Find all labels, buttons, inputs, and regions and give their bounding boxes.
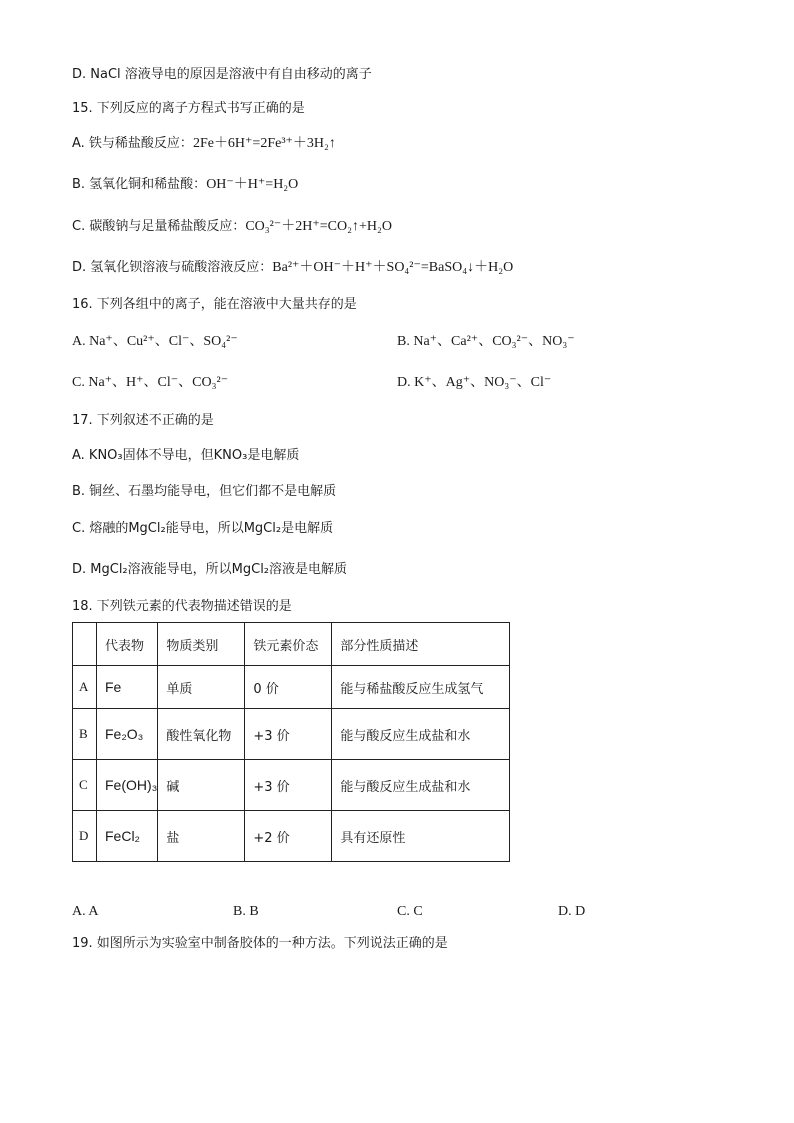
q15-option-a xyxy=(72,135,336,153)
table-cell: 碱 xyxy=(158,760,245,811)
q18-option-c: C. C xyxy=(397,904,423,919)
table-cell: B xyxy=(73,709,97,760)
table-cell: FeCl₂ xyxy=(97,811,158,862)
q18-option-b: B. B xyxy=(233,904,259,919)
table-cell: 能与稀盐酸反应生成氢气 xyxy=(332,666,510,709)
table-cell: Fe(OH)₃ xyxy=(97,760,158,811)
q17-option-a: A. KNO₃固体不导电，但KNO₃是电解质 xyxy=(72,448,300,463)
table-row xyxy=(73,811,510,862)
q15-c-equation: CO₃²⁻＋2H⁺=CO₂↑+H₂O xyxy=(245,219,392,234)
q18-stem: 18. 下列铁元素的代表物描述错误的是 xyxy=(72,599,292,614)
table-header-cell: 部分性质描述 xyxy=(332,623,510,666)
table-header-cell xyxy=(73,623,97,666)
q15-stem: 15. 下列反应的离子方程式书写正确的是 xyxy=(72,101,305,116)
table-cell: 具有还原性 xyxy=(332,811,510,862)
q15-d-equation: Ba²⁺＋OH⁻＋H⁺＋SO₄²⁻=BaSO₄↓＋H₂O xyxy=(272,260,514,275)
table-row xyxy=(73,666,510,709)
q19-stem: 19. 如图所示为实验室中制备胶体的一种方法。下列说法正确的是 xyxy=(72,936,448,951)
q15-b-equation: OH⁻＋H⁺=H₂O xyxy=(206,177,299,192)
q16-option-d: D. K⁺、Ag⁺、NO₃⁻、Cl⁻ xyxy=(397,375,552,390)
table-cell: D xyxy=(73,811,97,862)
q15-a-label: A. 铁与稀盐酸反应： xyxy=(72,136,193,151)
q16-option-a: A. Na⁺、Cu²⁺、Cl⁻、SO₄²⁻ xyxy=(72,334,238,349)
table-cell: Fe xyxy=(97,666,158,709)
iron-compounds-table xyxy=(72,622,510,862)
q17-stem: 17. 下列叙述不正确的是 xyxy=(72,413,214,428)
q17-option-c: C. 熔融的MgCl₂能导电，所以MgCl₂是电解质 xyxy=(72,521,334,536)
table-cell: 单质 xyxy=(158,666,245,709)
q15-option-b xyxy=(72,176,298,194)
table-header-cell: 代表物 xyxy=(97,623,158,666)
table-cell: A xyxy=(73,666,97,709)
q15-option-d xyxy=(72,259,513,277)
q15-option-c xyxy=(72,218,392,236)
q16-stem: 16. 下列各组中的离子，能在溶液中大量共存的是 xyxy=(72,297,357,312)
table-row xyxy=(73,709,510,760)
table-header-cell: 铁元素价态 xyxy=(245,623,332,666)
q15-b-label: B. 氢氧化铜和稀盐酸： xyxy=(72,177,207,192)
table-cell: +3 价 xyxy=(245,709,332,760)
q15-c-label: C. 碳酸钠与足量稀盐酸反应： xyxy=(72,219,246,234)
table-header-cell: 物质类别 xyxy=(158,623,245,666)
table-row xyxy=(73,760,510,811)
table-header-row xyxy=(73,623,510,666)
table-cell: 能与酸反应生成盐和水 xyxy=(332,760,510,811)
q18-option-a: A. A xyxy=(72,904,99,919)
table-cell: 盐 xyxy=(158,811,245,862)
table-cell: 酸性氧化物 xyxy=(158,709,245,760)
table-cell: +2 价 xyxy=(245,811,332,862)
table-cell: +3 价 xyxy=(245,760,332,811)
table-cell: 0 价 xyxy=(245,666,332,709)
q16-option-c: C. Na⁺、H⁺、Cl⁻、CO₃²⁻ xyxy=(72,375,229,390)
q17-option-b: B. 铜丝、石墨均能导电，但它们都不是电解质 xyxy=(72,484,337,499)
q15-d-label: D. 氢氧化钡溶液与硫酸溶液反应： xyxy=(72,260,273,275)
q17-option-d: D. MgCl₂溶液能导电，所以MgCl₂溶液是电解质 xyxy=(72,562,348,577)
table-cell: Fe₂O₃ xyxy=(97,709,158,760)
q15-a-equation: 2Fe＋6H⁺=2Fe³⁺＋3H₂↑ xyxy=(192,136,336,151)
q14-option-d: D. NaCl 溶液导电的原因是溶液中有自由移动的离子 xyxy=(72,67,372,82)
table-cell: 能与酸反应生成盐和水 xyxy=(332,709,510,760)
table-cell: C xyxy=(73,760,97,811)
q16-option-b: B. Na⁺、Ca²⁺、CO₃²⁻、NO₃⁻ xyxy=(397,334,575,349)
q18-option-d: D. D xyxy=(558,904,586,919)
